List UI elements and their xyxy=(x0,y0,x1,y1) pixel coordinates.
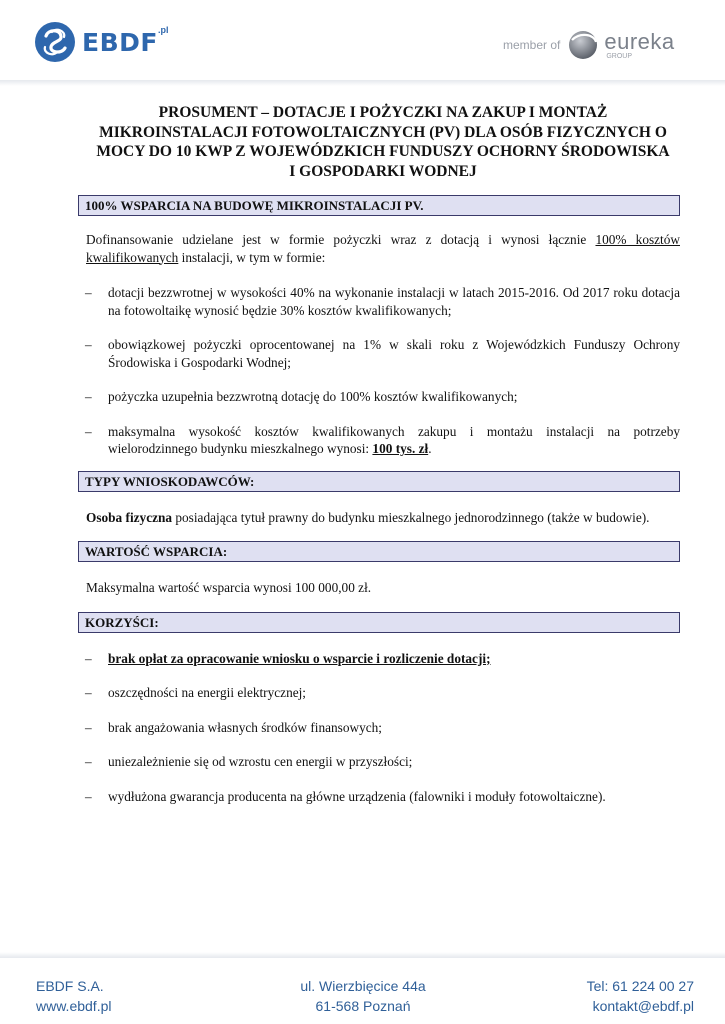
list-item xyxy=(86,684,680,702)
intro-paragraph xyxy=(86,231,680,266)
page-title: PROSUMENT – DOTACJE I POŻYCZKI NA ZAKUP I MONTAŻ MIKROINSTALACJI FOTOWOLTAICZNYCH (PV) DLA OSÓB FIZYCZNYCH O MOCY DO 10 KWP Z WOJEWÓDZKICH FUNDUSZY OCHORNY ŚRODOWISKA I GOSPODARKI WODNEJ xyxy=(96,104,670,180)
dash-bullet: – xyxy=(85,423,92,439)
list-item xyxy=(86,388,680,406)
dash-bullet: – xyxy=(85,788,92,804)
section-heading-support: 100% WSPARCIA NA BUDOWĘ MIKROINSTALACJI PV. xyxy=(78,195,680,216)
section-heading-applicants: TYPY WNIOSKODAWCÓW: xyxy=(78,471,680,492)
list-item-text: obowiązkowej pożyczki oprocentowanej na 1% w skali roku z Wojewódzkich Funduszy Ochrony Środowiska i Gospodarki Wodnej; xyxy=(108,337,680,370)
header-divider xyxy=(0,80,725,86)
footer-address xyxy=(300,976,426,1016)
member-label: member of xyxy=(503,38,561,52)
section-heading-value: WARTOŚĆ WSPARCIA: xyxy=(78,541,680,562)
intro-text-b: instalacji, w tym w formie: xyxy=(178,249,326,265)
dash-bullet: – xyxy=(85,719,92,735)
email-link[interactable]: kontakt@ebdf.pl xyxy=(592,998,694,1014)
eureka-name: eureka xyxy=(604,28,675,54)
company-name: EBDF S.A. xyxy=(36,978,104,994)
street-address: ul. Wierzbięcice 44a xyxy=(300,978,426,994)
ebdf-logo-icon xyxy=(34,21,76,63)
logo-text: EBDF xyxy=(82,27,158,57)
applicant-text: posiadająca tytuł prawny do budynku mieszkalnego jednorodzinnego (także w budowie). xyxy=(172,509,650,525)
list-item-text: wydłużona gwarancja producenta na główne urządzenia (falowniki i moduły fotowoltaiczne). xyxy=(108,788,606,804)
phone-number[interactable]: Tel: 61 224 00 27 xyxy=(586,978,694,994)
dash-bullet: – xyxy=(85,650,92,666)
list-item xyxy=(86,719,680,737)
list-item-text: brak opłat za opracowanie wniosku o wsparcie i rozliczenie dotacji; xyxy=(108,650,491,666)
list-item-text: oszczędności na energii elektrycznej; xyxy=(108,685,307,700)
amount-highlight: 100 tys. zł xyxy=(372,441,429,456)
section-heading-benefits: KORZYŚCI: xyxy=(78,612,680,633)
city-address: 61-568 Poznań xyxy=(315,998,411,1014)
value-paragraph: Maksymalna wartość wsparcia wynosi 100 000,00 zł. xyxy=(86,580,372,595)
applicant-type: Osoba fizyczna xyxy=(86,509,173,525)
footer-contact xyxy=(540,976,694,1016)
ebdf-logo[interactable] xyxy=(34,21,168,63)
dash-bullet: – xyxy=(85,685,92,700)
dash-bullet: – xyxy=(85,754,92,769)
list-item xyxy=(86,753,680,771)
list-item xyxy=(86,284,680,319)
dash-bullet: – xyxy=(85,285,92,300)
list-item-text: pożyczka uzupełnia bezzwrotną dotację do 100% kosztów kwalifikowanych; xyxy=(108,389,518,404)
eureka-group: GROUP xyxy=(606,52,633,60)
footer-company xyxy=(36,976,111,1016)
list-item-text: dotacji bezzwrotnej w wysokości 40% na wykonanie instalacji w latach 2015-2016. Od 2017 roku dotacja na fotowoltaikę wynosić będzie 30% kosztów kwalifikowanych; xyxy=(108,285,680,318)
list-item xyxy=(86,423,680,458)
dash-bullet: – xyxy=(85,389,92,404)
intro-underlined: 100% kosztów kwalifikowanych xyxy=(86,232,680,265)
list-item xyxy=(86,788,680,806)
applicants-paragraph xyxy=(86,509,680,527)
list-item-end: . xyxy=(428,441,432,456)
intro-text-a: Dofinansowanie udzielane jest w formie pożyczki wraz z dotacją i wynosi łącznie xyxy=(86,232,596,247)
list-item-text: uniezależnienie się od wzrostu cen energii w przyszłości; xyxy=(108,754,413,769)
member-of-eureka[interactable] xyxy=(503,28,675,62)
list-item xyxy=(86,336,680,371)
eureka-sphere-icon xyxy=(566,28,600,62)
document-body xyxy=(86,103,680,805)
dash-bullet: – xyxy=(85,337,92,352)
list-item-text: maksymalna wysokość kosztów kwalifikowanych zakupu i montażu instalacji na potrzeby wielorodzinnego budynku mieszkalnego wynosi: xyxy=(108,423,680,456)
page-header xyxy=(0,0,725,82)
website-link[interactable]: www.ebdf.pl xyxy=(36,998,112,1014)
list-item-text: brak angażowania własnych środków finansowych; xyxy=(108,719,382,735)
logo-domain: .pl xyxy=(157,25,169,35)
list-item xyxy=(86,650,680,668)
